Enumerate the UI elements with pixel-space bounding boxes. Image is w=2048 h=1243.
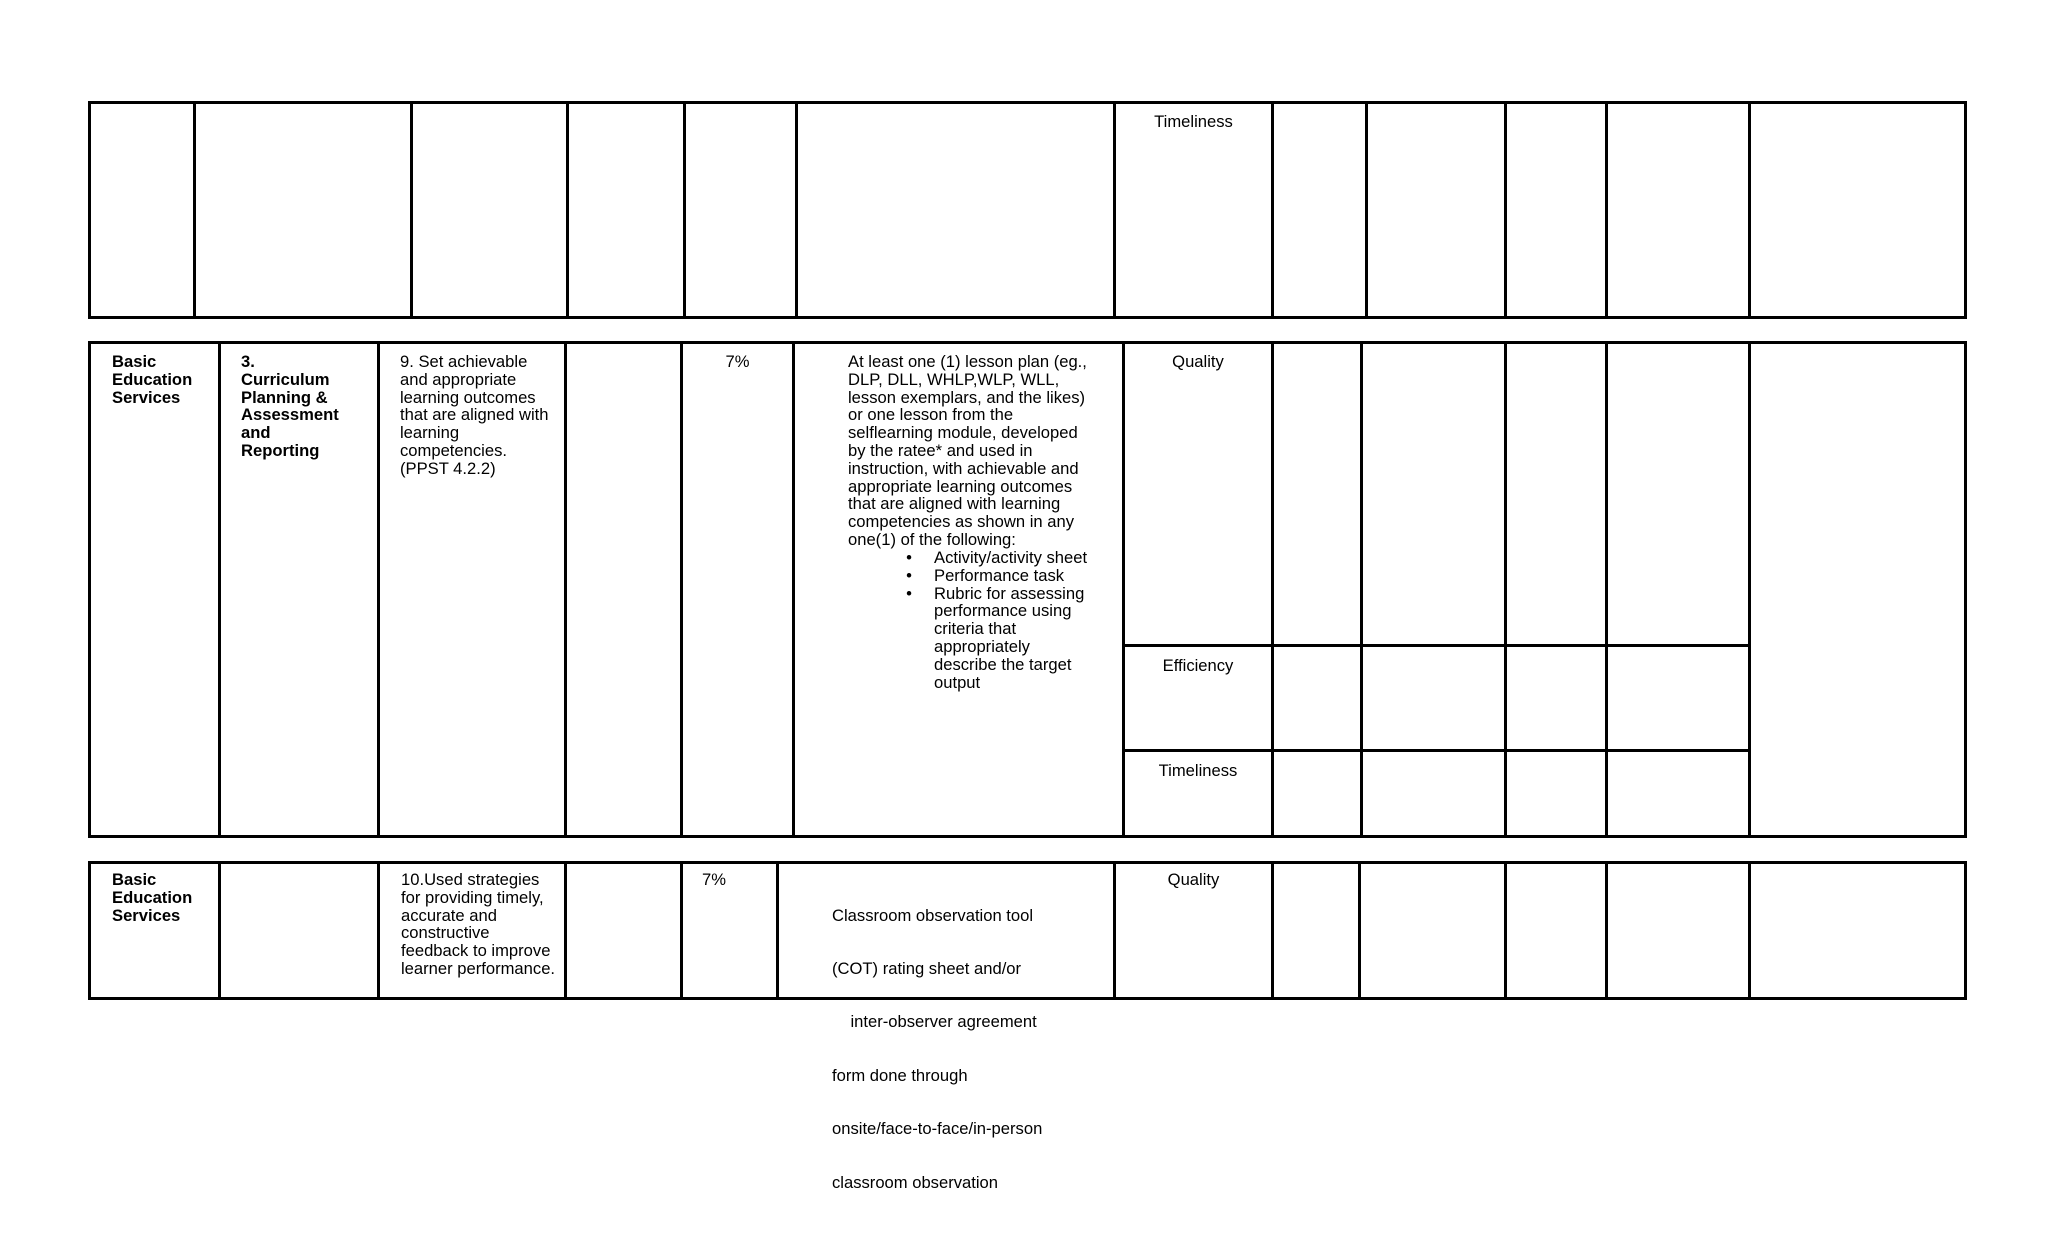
bullet-icon: •: [906, 548, 912, 567]
column-divider: [410, 101, 413, 319]
measure-timeliness: Timeliness: [1154, 112, 1233, 131]
table-border: [89, 861, 1967, 864]
column-divider: [218, 861, 221, 1000]
text-line: by the ratee* and used in: [848, 440, 1033, 460]
column-divider: [218, 341, 221, 838]
text-line: that are aligned with learning: [848, 494, 1061, 514]
objective-text: [400, 353, 549, 478]
text-line: appropriate learning outcomes: [848, 476, 1073, 496]
text-line: At least one (1) lesson plan (eg.,: [848, 352, 1087, 371]
text-line: (PPST 4.2.2): [400, 458, 496, 478]
table-border: [1964, 341, 1967, 838]
text-line: Reporting: [241, 440, 320, 460]
row-divider: [1123, 749, 1750, 752]
weight-value: 7%: [725, 352, 750, 371]
text-line: 3.: [241, 352, 255, 371]
table-border: [88, 101, 91, 319]
text-line: Education: [112, 887, 193, 907]
column-divider: [377, 341, 380, 838]
means-of-verification: [848, 353, 1087, 549]
text-line: Rubric for assessing: [934, 583, 1085, 603]
column-divider: [795, 101, 798, 319]
means-of-verification: [832, 871, 1042, 1227]
weight-value: 7%: [702, 870, 726, 889]
text-line: feedback to improve: [401, 941, 551, 961]
text-line: and appropriate: [400, 369, 517, 389]
column-divider: [564, 341, 567, 838]
objective-text: [401, 871, 555, 978]
text-line: Basic: [112, 352, 157, 371]
column-divider: [1504, 101, 1507, 319]
bullet-icon: •: [906, 583, 912, 603]
list-item: [906, 583, 1087, 692]
measure-quality: Quality: [1167, 870, 1220, 889]
text-line: learner performance.: [401, 958, 556, 978]
table-border: [89, 101, 1967, 104]
column-divider: [680, 861, 683, 1000]
column-divider: [1748, 861, 1751, 1000]
column-divider: [1605, 861, 1608, 1000]
text-line: for providing timely,: [401, 887, 544, 907]
text-line: 10.Used strategies: [401, 870, 540, 889]
measure-timeliness: Timeliness: [1158, 761, 1238, 780]
text-line: DLP, DLL, WHLP,WLP, WLL,: [848, 369, 1060, 389]
text-line: accurate and: [401, 905, 497, 925]
text-line: instruction, with achievable and: [848, 458, 1079, 478]
column-divider: [1271, 861, 1274, 1000]
text-line: that are aligned with: [400, 405, 549, 425]
column-divider: [1271, 341, 1274, 838]
text-line: learning outcomes: [400, 387, 536, 407]
measure-efficiency: Efficiency: [1162, 656, 1234, 675]
column-divider: [1605, 101, 1608, 319]
kra-label: [241, 353, 339, 460]
list-item: [906, 548, 1088, 567]
text-line: and: [241, 423, 271, 443]
text-line: lesson exemplars, and the likes): [848, 387, 1086, 407]
column-divider: [566, 101, 569, 319]
row-divider: [1123, 644, 1750, 647]
column-divider: [1748, 101, 1751, 319]
text-line: Classroom observation tool: [832, 905, 1034, 925]
column-divider: [1605, 341, 1608, 838]
column-divider: [792, 341, 795, 838]
text-line: performance using: [934, 601, 1072, 621]
column-divider: [1365, 101, 1368, 319]
table-border: [1964, 101, 1967, 319]
text-line: form done through: [832, 1065, 968, 1085]
text-line: constructive: [401, 923, 490, 943]
text-line: Planning &: [241, 387, 328, 407]
table-border: [89, 835, 1967, 838]
text-line: learning: [400, 423, 460, 443]
column-divider: [683, 101, 686, 319]
text-line: onsite/face-to-face/in-person: [832, 1119, 1043, 1139]
text-line: output: [934, 672, 981, 692]
text-line: Assessment: [241, 405, 339, 425]
text-line: 9. Set achievable: [400, 352, 528, 371]
column-divider: [1504, 341, 1507, 838]
table-border: [89, 316, 1967, 319]
text-line: Activity/activity sheet: [934, 548, 1088, 567]
text-line: Education: [112, 369, 193, 389]
column-divider: [1360, 341, 1363, 838]
text-line: Basic: [112, 870, 157, 889]
table-border: [1964, 861, 1967, 1000]
column-divider: [1113, 101, 1116, 319]
column-divider: [1358, 861, 1361, 1000]
measure-quality: Quality: [1172, 352, 1224, 371]
text-line: competencies.: [400, 440, 507, 460]
column-divider: [193, 101, 196, 319]
column-divider: [564, 861, 567, 1000]
text-line: one(1) of the following:: [848, 529, 1016, 549]
mov-bullet-list: [906, 548, 1088, 692]
function-label: [112, 871, 192, 924]
table-border: [88, 341, 91, 838]
table-border: [88, 861, 91, 1000]
text-line: Services: [112, 387, 181, 407]
text-line: Services: [112, 905, 181, 925]
text-line: criteria that: [934, 619, 1017, 639]
column-divider: [1504, 861, 1507, 1000]
text-line: appropriately: [934, 636, 1030, 656]
text-line: Performance task: [934, 565, 1065, 585]
table-border: [89, 341, 1967, 344]
text-line: competencies as shown in any: [848, 512, 1074, 532]
text-line: selflearning module, developed: [848, 423, 1078, 443]
text-line: classroom observation: [832, 1172, 999, 1192]
text-line: inter-observer agreement: [832, 1012, 1037, 1032]
function-label: [112, 353, 192, 406]
column-divider: [1271, 101, 1274, 319]
column-divider: [377, 861, 380, 1000]
column-divider: [1748, 341, 1751, 838]
text-line: or one lesson from the: [848, 405, 1014, 425]
text-line: describe the target: [934, 654, 1072, 674]
text-line: (COT) rating sheet and/or: [832, 958, 1022, 978]
bullet-icon: •: [906, 565, 912, 585]
list-item: [906, 565, 1087, 585]
text-line: Curriculum: [241, 369, 330, 389]
column-divider: [776, 861, 779, 1000]
column-divider: [680, 341, 683, 838]
